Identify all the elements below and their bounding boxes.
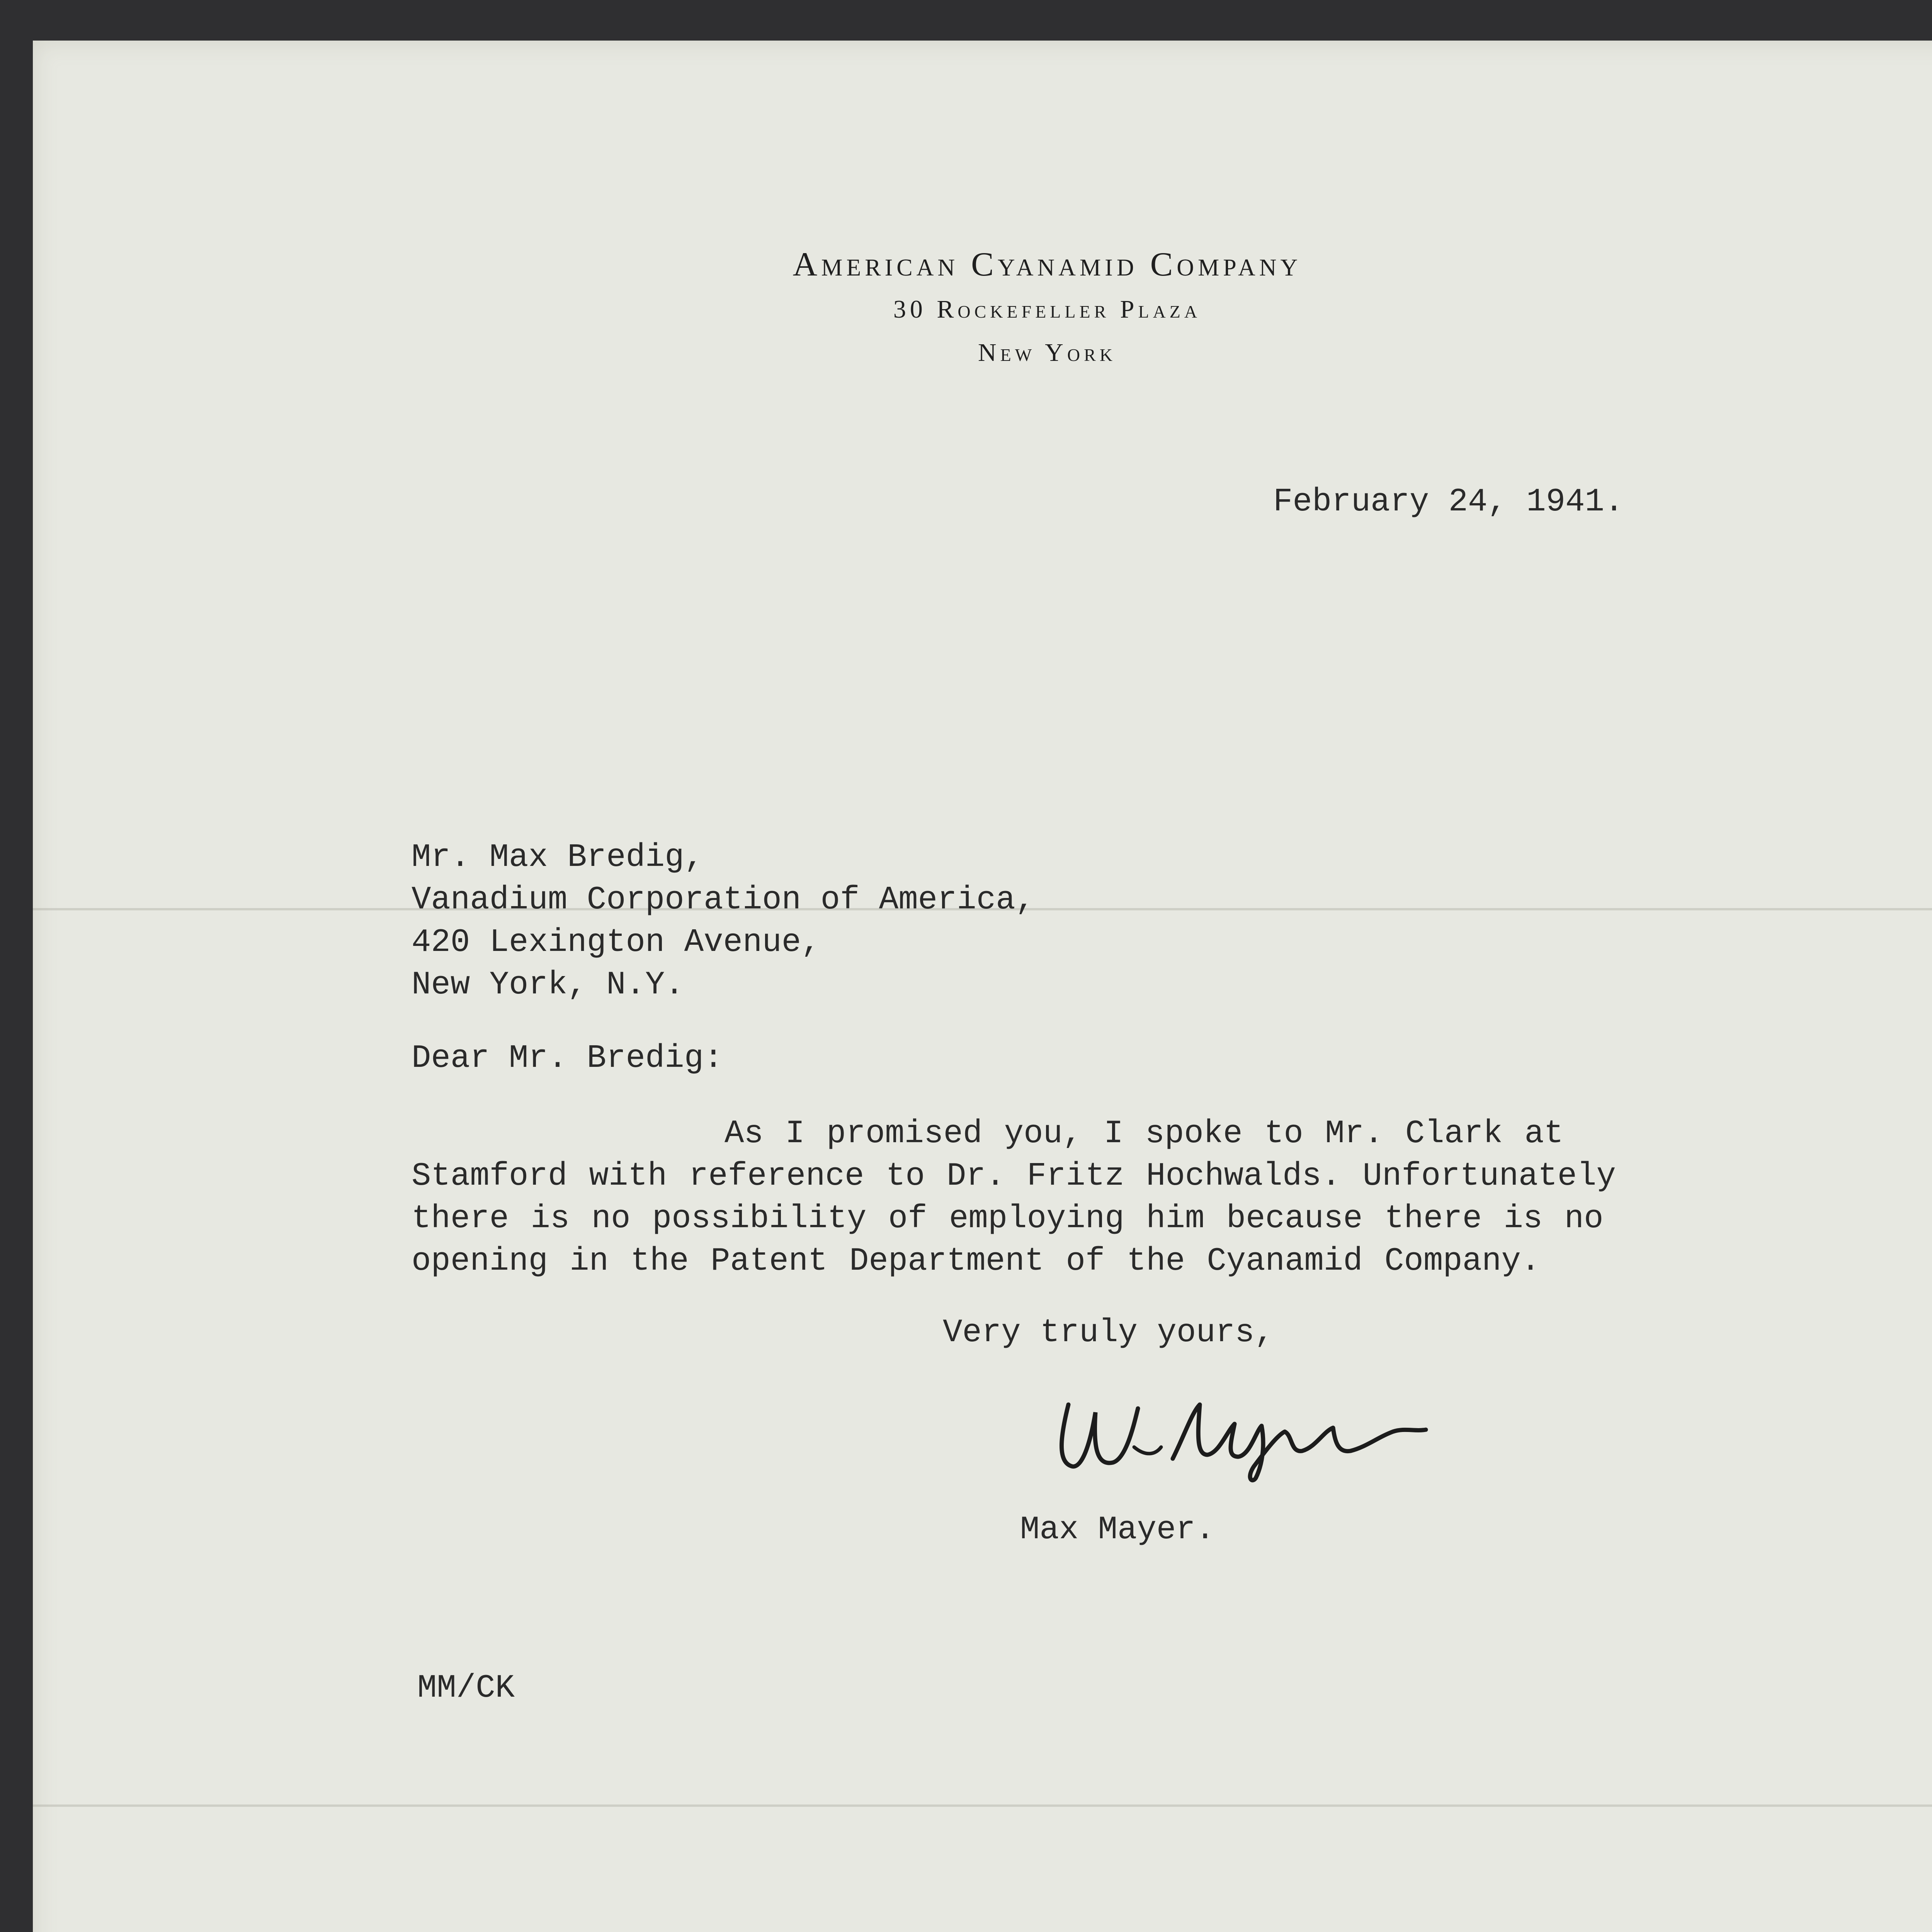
recipient-city: New York, N.Y. [412,967,684,1003]
company-address: 30 Rockefeller Plaza [893,295,1201,323]
reference-initials: MM/CK [417,1670,515,1707]
salutation: Dear Mr. Bredig: [412,1040,723,1077]
letterhead [497,242,1598,374]
letter-date: February 24, 1941. [1273,484,1624,520]
letter-body: As I promised you, I spoke to Mr. Clark at Stamford with reference to Dr. Fritz Hochwalds. Unfortunately there is no possibility of employing him because there is no opening in the Patent Department of the Cyanamid Company. [412,1116,1616,1280]
recipient-organization: Vanadium Corporation of America, [412,882,1035,918]
recipient-address [412,837,1035,1007]
closing: Very truly yours, [943,1315,1274,1351]
recipient-name: Mr. Max Bredig, [412,839,704,876]
paper-fold-line [33,1804,1932,1807]
signer-name: Max Mayer. [1020,1512,1215,1548]
letter-sheet [33,41,1932,1932]
company-city: New York [978,338,1116,367]
company-name: American Cyanamid Company [793,246,1302,283]
recipient-street: 420 Lexington Avenue, [412,924,821,961]
handwritten-signature [1045,1389,1432,1486]
